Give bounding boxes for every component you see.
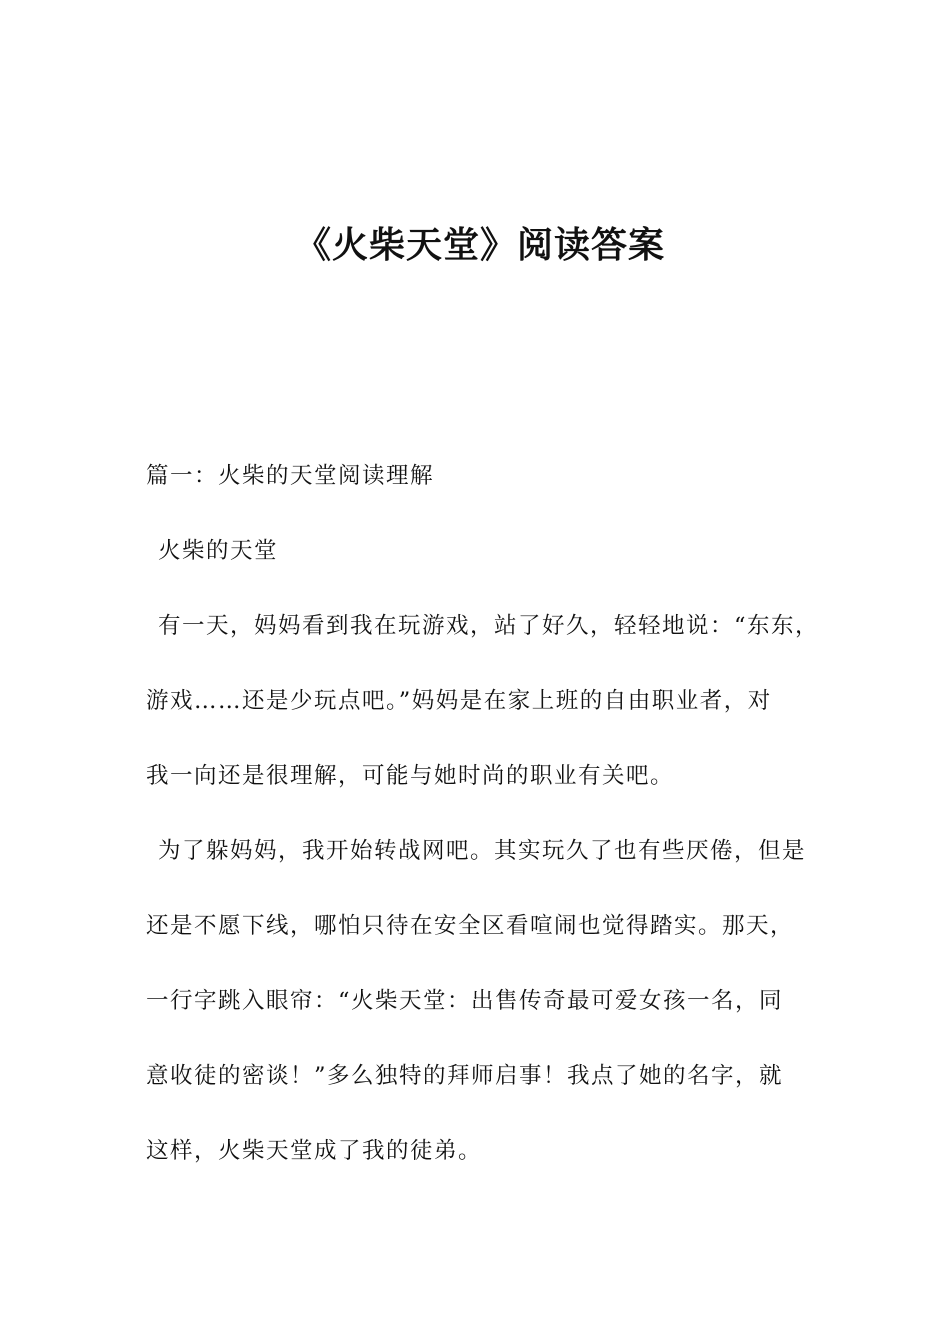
paragraph-line: 还是不愿下线，哪怕只待在安全区看喧闹也觉得踏实。那天， bbox=[146, 913, 795, 939]
document-body bbox=[146, 458, 826, 1208]
document-title: 《火柴天堂》阅读答案 bbox=[294, 225, 665, 266]
section-heading: 篇一：火柴的天堂阅读理解 bbox=[146, 463, 435, 489]
paragraph-line: 一行字跳入眼帘：“火柴天堂：出售传奇最可爱女孩一名，同 bbox=[146, 988, 784, 1014]
paragraph-line: 有一天，妈妈看到我在玩游戏，站了好久，轻轻地说：“东东， bbox=[158, 613, 820, 639]
paragraph-line: 意收徒的密谈！”多么独特的拜师启事！我点了她的名字，就 bbox=[146, 1063, 784, 1089]
paragraph-line: 我一向还是很理解，可能与她时尚的职业有关吧。 bbox=[146, 763, 675, 789]
paragraph-line: 游戏……还是少玩点吧。”妈妈是在家上班的自由职业者，对 bbox=[146, 688, 772, 714]
paragraph-line: 这样，火柴天堂成了我的徒弟。 bbox=[146, 1138, 483, 1164]
paragraph-line: 为了躲妈妈，我开始转战网吧。其实玩久了也有些厌倦，但是 bbox=[158, 838, 807, 864]
story-title: 火柴的天堂 bbox=[158, 538, 279, 564]
